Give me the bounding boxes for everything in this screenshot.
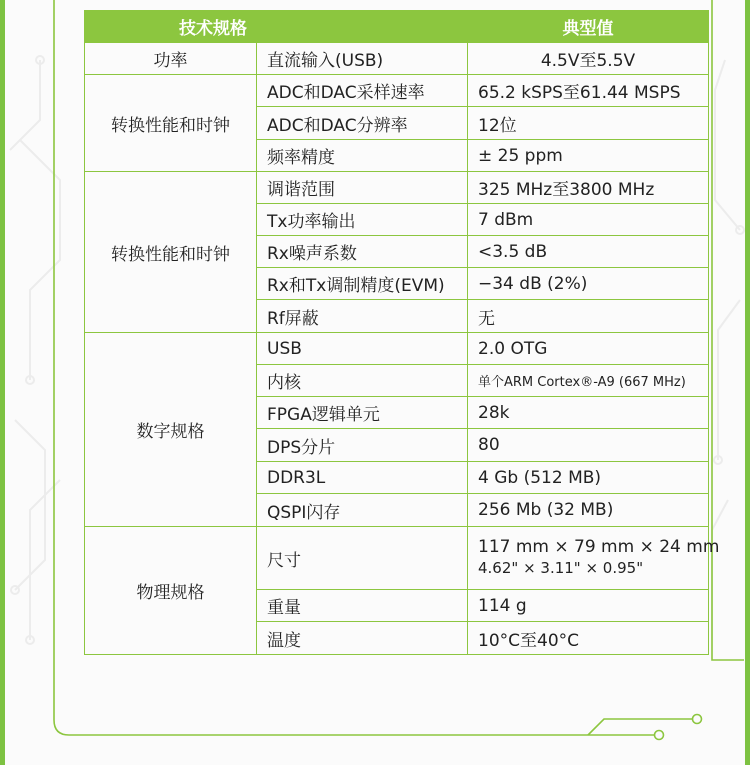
category-power: 功率 <box>85 43 257 75</box>
value-cell: ± 25 ppm <box>468 140 709 172</box>
value-cell: 256 Mb (32 MB) <box>468 494 709 527</box>
value-cell: 无 <box>468 300 709 333</box>
param-cell: FPGA逻辑单元 <box>257 397 468 429</box>
spec-table <box>84 10 720 655</box>
value-cell: 7 dBm <box>468 204 709 236</box>
value-cell: 4.5V至5.5V <box>468 43 709 75</box>
value-cell-size <box>468 527 720 590</box>
value-cell: 单个ARM Cortex®-A9 (667 MHz) <box>468 365 709 397</box>
value-cell: 325 MHz至3800 MHz <box>468 172 709 204</box>
param-cell: Tx功率输出 <box>257 204 468 236</box>
param-cell: ADC和DAC采样速率 <box>257 75 468 107</box>
value-cell: −34 dB (2%) <box>468 268 709 300</box>
param-cell: 直流输入(USB) <box>257 43 468 75</box>
size-imperial: 4.62" × 3.11" × 0.95" <box>478 559 644 577</box>
param-cell: 重量 <box>257 590 468 622</box>
header-typical-label: 典型值 <box>468 11 709 43</box>
table-header-row <box>85 11 709 43</box>
table-row <box>85 527 709 590</box>
value-cell: 80 <box>468 429 709 462</box>
value-cell: <3.5 dB <box>468 236 709 268</box>
value-cell: 28k <box>468 397 709 429</box>
param-cell: 调谐范围 <box>257 172 468 204</box>
param-cell: USB <box>257 333 468 365</box>
param-cell: Rx和Tx调制精度(EVM) <box>257 268 468 300</box>
value-cell: 10°C至40°C <box>468 622 709 655</box>
value-cell: 4 Gb (512 MB) <box>468 462 709 494</box>
param-cell: Rf屏蔽 <box>257 300 468 333</box>
param-cell: DDR3L <box>257 462 468 494</box>
param-cell: 尺寸 <box>257 527 468 590</box>
param-cell: 内核 <box>257 365 468 397</box>
param-cell: 频率精度 <box>257 140 468 172</box>
param-cell: Rx噪声系数 <box>257 236 468 268</box>
param-cell: 温度 <box>257 622 468 655</box>
table-row <box>85 75 709 107</box>
size-metric: 117 mm × 79 mm × 24 mm <box>478 537 720 557</box>
value-cell: 65.2 kSPS至61.44 MSPS <box>468 75 709 107</box>
table-row <box>85 333 709 365</box>
value-cell: 2.0 OTG <box>468 333 709 365</box>
category-conversion-clock-1: 转换性能和时钟 <box>85 75 257 172</box>
category-physical: 物理规格 <box>85 527 257 655</box>
category-conversion-clock-2: 转换性能和时钟 <box>85 172 257 333</box>
param-cell: DPS分片 <box>257 429 468 462</box>
table-row <box>85 172 709 204</box>
param-cell: QSPI闪存 <box>257 494 468 527</box>
category-digital: 数字规格 <box>85 333 257 527</box>
param-cell: ADC和DAC分辨率 <box>257 107 468 140</box>
value-cell: 12位 <box>468 107 709 140</box>
value-cell: 114 g <box>468 590 709 622</box>
table-row <box>85 43 709 75</box>
header-spec-label: 技术规格 <box>85 11 468 43</box>
